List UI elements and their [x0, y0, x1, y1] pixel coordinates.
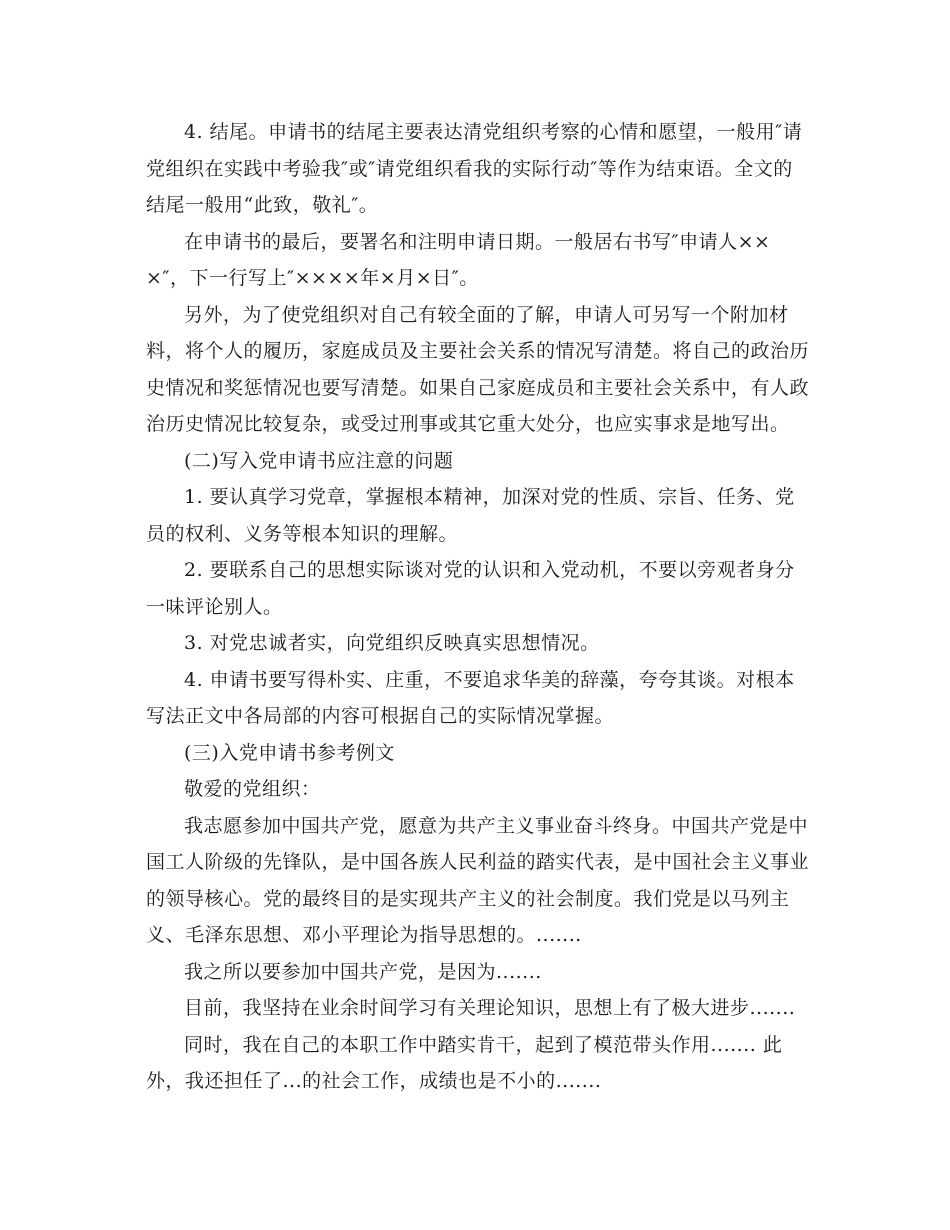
paragraph-closing-section: 4. 结尾。申请书的结尾主要表达清党组织考察的心情和愿望，一般用″请党组织在实践中考验我″或″请党组织看我的实际行动″等作为结束语。全文的结尾一般用“此致，敬礼″。 — [146, 121, 803, 216]
paragraph-note-2: 2. 要联系自己的思想实际谈对党的认识和入党动机，不要以旁观者身分一味评论别人。 — [146, 559, 795, 618]
document-body — [146, 114, 810, 1100]
paragraph-example-study: 目前，我坚持在业余时间学习有关理论知识，思想上有了极大进步....... — [184, 997, 796, 1019]
paragraph-additional-material: 另外，为了使党组织对自己有较全面的了解，申请人可另写一个附加材料，将个人的履历，家庭成员及主要社会关系的情况写清楚。将自己的政治历史情况和奖惩情况也要写清楚。如果自己家庭成员和主要社会关系中，有人政治历史情况比较复杂，或受过刑事或其它重大处分，也应实事求是地写出。 — [146, 303, 810, 435]
paragraph-signature-date: 在申请书的最后，要署名和注明申请日期。一般居右书写″申请人×××″，下一行写上″××××年×月×日″。 — [146, 230, 771, 289]
paragraph-example-work: 同时，我在自己的本职工作中踏实肯干，起到了模范带头作用....... 此外，我还担任了...的社会工作，成绩也是不小的....... — [146, 1033, 783, 1092]
paragraph-example-reason: 我之所以要参加中国共产党，是因为....... — [184, 960, 542, 983]
paragraph-note-1: 1. 要认真学习党章，掌握根本精神，加深对党的性质、宗旨、任务、党员的权利、义务等根本知识的理解。 — [146, 486, 795, 545]
paragraph-note-4: 4. 申请书要写得朴实、庄重，不要追求华美的辞藻，夸夸其谈。对根本写法正文中各局部的内容可根据自己的实际情况掌握。 — [146, 668, 795, 727]
section-heading-notes: (二)写入党申请书应注意的问题 — [184, 449, 454, 472]
paragraph-note-3: 3. 对党忠诚者实，向党组织反映真实思想情况。 — [184, 632, 600, 654]
section-heading-example: (三)入党申请书参考例文 — [184, 741, 395, 764]
paragraph-example-intro: 我志愿参加中国共产党，愿意为共产主义事业奋斗终身。中国共产党是中国工人阶级的先锋队，是中国各族人民利益的踏实代表，是中国社会主义事业的领导核心。党的最终目的是实现共产主义的社会制度。我们党是以马列主义、毛泽东思想、邓小平理论为指导思想的。....... — [146, 814, 810, 946]
salutation: 敬爱的党组织： — [184, 778, 321, 800]
